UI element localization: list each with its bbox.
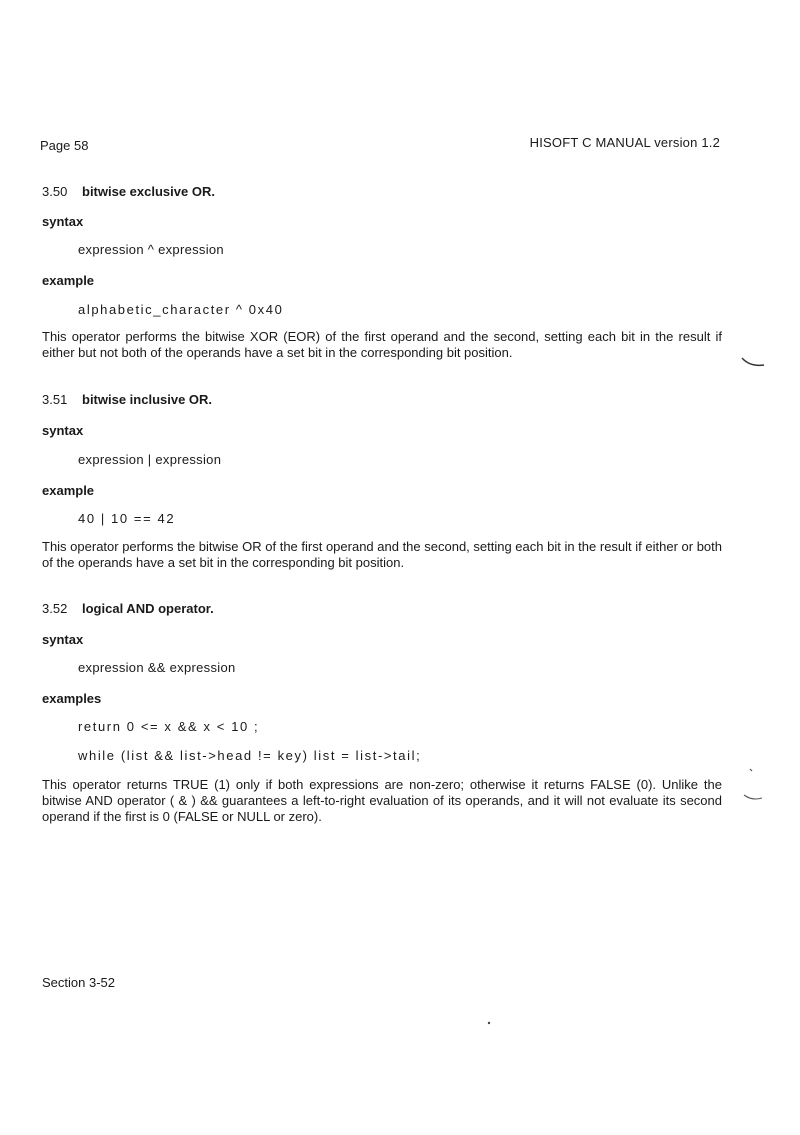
section-heading-3-51 <box>42 392 212 407</box>
scan-dot <box>486 1020 492 1026</box>
section-description: This operator performs the bitwise XOR (EOR) of the first operand and the second, setting each bit in the result if either but not both of the operands have a set bit in the corresponding bit position. <box>42 329 722 360</box>
example-label: example <box>42 483 95 498</box>
manual-title: HISOFT C MANUAL version 1.2 <box>529 135 720 150</box>
section-description: This operator performs the bitwise OR of the first operand and the second, setting each bit in the result if either or both of the operands have a set bit in the corresponding bit position. <box>42 539 722 570</box>
margin-scan-mark <box>740 765 770 805</box>
syntax-text: expression | expression <box>78 452 222 467</box>
example-code: return 0 <= x && x < 10 ; <box>78 719 260 734</box>
page-number: Page 58 <box>40 138 89 153</box>
example-code: while (list && list->head != key) list = list->tail; <box>78 748 422 763</box>
section-number: 3.51 <box>42 392 68 407</box>
section-heading-3-52 <box>42 601 214 616</box>
margin-scan-mark <box>740 355 770 371</box>
section-title: logical AND operator. <box>82 601 214 616</box>
section-title: bitwise inclusive OR. <box>82 392 213 407</box>
syntax-label: syntax <box>42 214 84 229</box>
section-heading-3-50 <box>42 184 215 199</box>
syntax-text: expression ^ expression <box>78 242 224 257</box>
example-label: example <box>42 273 95 288</box>
example-code: alphabetic_character ^ 0x40 <box>78 302 284 317</box>
section-number: 3.50 <box>42 184 68 199</box>
section-title: bitwise exclusive OR. <box>82 184 215 199</box>
syntax-label: syntax <box>42 632 84 647</box>
example-code: 40 | 10 == 42 <box>78 511 176 526</box>
syntax-text: expression && expression <box>78 660 236 675</box>
footer-section-label: Section 3-52 <box>42 975 115 990</box>
syntax-label: syntax <box>42 423 84 438</box>
section-number: 3.52 <box>42 601 68 616</box>
examples-label: examples <box>42 691 102 706</box>
section-description: This operator returns TRUE (1) only if both expressions are non-zero; otherwise it returns FALSE (0). Unlike the bitwise AND operator ( & ) && guarantees a left-to-right evaluation of its operands, and it will not evaluate its second operand if the first is 0 (FALSE or NULL or zero). <box>42 777 722 824</box>
